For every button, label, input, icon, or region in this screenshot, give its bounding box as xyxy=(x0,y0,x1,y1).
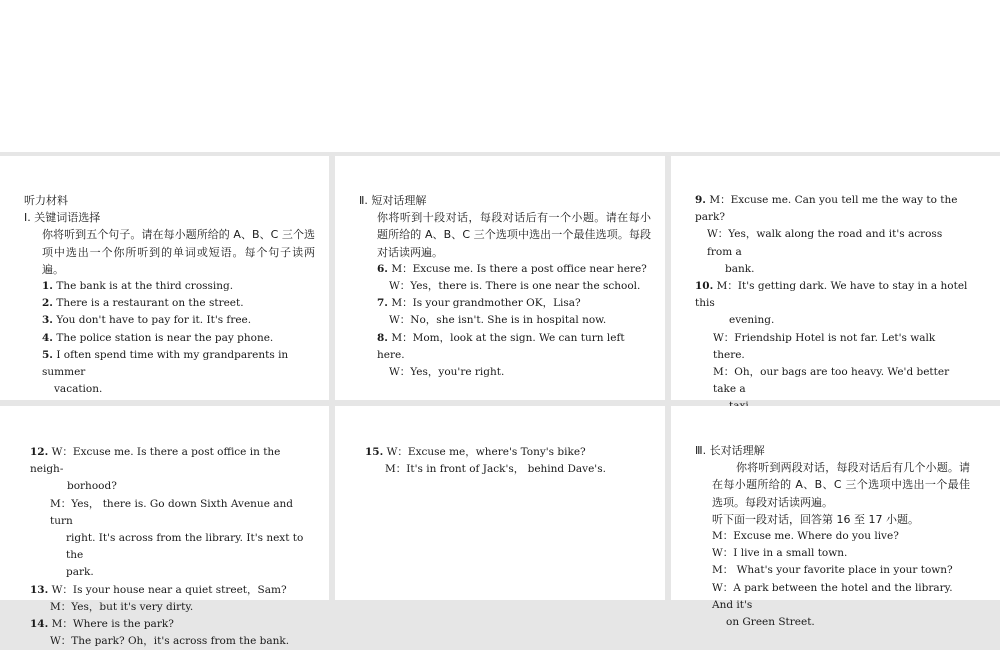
dialogue-line-w: W：No，she isn't. She is in hospital now. xyxy=(389,314,607,327)
section-1-instructions: 你将听到五个句子。请在每小题所给的 A、B、C 三个选项中选出一个你所听到的单词或短语。每个句子读两遍。 xyxy=(42,228,315,276)
dialogue-line: W：Yes，walk along the road and it's across from a xyxy=(707,228,943,258)
listening-material-panel-1 xyxy=(0,156,329,400)
section-1-heading: Ⅰ. 关键词语选择 xyxy=(24,211,101,225)
listening-material-panel-3 xyxy=(671,156,1000,400)
sentence-text: The police station is near the pay phone. xyxy=(56,331,274,344)
dialogue-line: M：Yes，but it's very dirty. xyxy=(50,600,194,613)
dialogue-line: W：Is your house near a quiet street，Sam? xyxy=(51,583,287,596)
sentence-item: 1. The bank is at the third crossing. xyxy=(42,280,234,293)
section-2-instructions: 你将听到十段对话，每段对话后有一个小题。请在每小题所给的 A、B、C 三个选项中选出一个最佳选项。每段对话读两遍。 xyxy=(377,211,651,259)
dialogue-line-block xyxy=(695,580,970,632)
dialogue-item: 14. M：Where is the park? xyxy=(30,618,174,631)
dialogue-item: 12. W：Excuse me. Is there a post office in the neigh- borhood? xyxy=(30,444,305,496)
dialogue-continuation: borhood? xyxy=(67,480,117,493)
dialogue-line: M： What's your favorite place in your town? xyxy=(712,564,953,577)
dialogue-item: 13. W：Is your house near a quiet street，Sam? xyxy=(30,583,287,596)
dialogue-line: W：The park? Oh，it's across from the bank. xyxy=(50,635,290,648)
dialogue-item: 7. M：Is your grandmother OK，Lisa? W：No，she isn't. She is in hospital now. xyxy=(359,295,651,329)
dialogue-line: M：Yes， there is. Go down Sixth Avenue and turn xyxy=(50,497,293,527)
dialogue-line-block xyxy=(695,226,970,278)
dialogue-continuation: on Green Street. xyxy=(726,616,815,629)
dialogue-item: 10. M：It's getting dark. We have to stay in a hotel this evening. xyxy=(695,278,970,330)
section-3-heading: Ⅲ. 长对话理解 xyxy=(695,444,765,457)
dialogue-line: M：Excuse me. Can you tell me the way to the park? xyxy=(695,194,958,224)
blank-header-area xyxy=(0,0,1000,152)
dialogue-line: M：Oh，our bags are too heavy. We'd better take a xyxy=(713,366,950,396)
sentence-continuation: vacation. xyxy=(54,383,103,396)
dialogue-line: W：Friendship Hotel is not far. Let's walk there. xyxy=(713,331,936,361)
section-3-instructions: 你将听到两段对话，每段对话后有几个小题。请在每小题所给的 A、B、C 三个选项中选出一个最佳选项。每段对话读两遍。 xyxy=(712,461,970,509)
dialogue-item: 15. W：Excuse me，where's Tony's bike? xyxy=(365,446,586,458)
sentence-item: 2. There is a restaurant on the street. xyxy=(42,297,244,310)
dialogue-line-w: W：Yes，there is. There is one near the school. xyxy=(389,280,641,293)
sentence-text: I often spend time with my grandparents in summer xyxy=(42,348,289,379)
sub-instruction: 听下面一段对话，回答第 16 至 17 小题。 xyxy=(712,512,919,526)
sentence-item: 5. I often spend time with my grandparents in summer vacation. xyxy=(24,347,315,399)
dialogue-line-block xyxy=(30,496,305,582)
section-2-heading: Ⅱ. 短对话理解 xyxy=(359,194,427,207)
dialogue-line-w: W：Yes，you're right. xyxy=(389,366,505,379)
listening-material-panel-2 xyxy=(335,156,665,400)
dialogue-line: W：A park between the hotel and the library. And it's xyxy=(712,581,953,611)
dialogue-line: M：It's getting dark. We have to stay in a hotel this xyxy=(695,280,968,310)
sentence-text: There is a restaurant on the street. xyxy=(56,297,244,310)
listening-material-panel-6 xyxy=(671,406,1000,629)
dialogue-continuation: right. It's across from the library. It's next to the xyxy=(66,532,304,562)
dialogue-item: 9. M：Excuse me. Can you tell me the way to the park? xyxy=(695,194,958,224)
sentence-item: 4. The police station is near the pay phone. xyxy=(42,331,274,344)
dialogue-continuation: evening. xyxy=(729,314,775,327)
dialogue-item: 8. M：Mom，look at the sign. We can turn left here. W：Yes，you're right. xyxy=(359,330,651,382)
dialogue-continuation: park. xyxy=(66,566,94,579)
material-title: 听力材料 xyxy=(24,194,68,207)
dialogue-line: M：Where is the park? xyxy=(51,618,174,631)
dialogue-line: W：I live in a small town. xyxy=(712,547,848,560)
sentence-text: You don't have to pay for it. It's free. xyxy=(56,314,252,327)
dialogue-line-m: M：Excuse me. Is there a post office near here? xyxy=(391,262,647,275)
dialogue-continuation: bank. xyxy=(725,262,755,275)
listening-material-panel-5 xyxy=(335,406,665,600)
dialogue-line: M：Excuse me. Where do you live? xyxy=(712,530,899,543)
sentence-text: The bank is at the third crossing. xyxy=(56,280,234,293)
dialogue-item: 6. M：Excuse me. Is there a post office near here? W：Yes，there is. There is one near the school. xyxy=(359,261,651,295)
dialogue-line-w: W：Excuse me，where's Tony's bike? xyxy=(386,446,586,458)
dialogue-line-m: M：Is your grandmother OK，Lisa? xyxy=(391,297,581,310)
dialogue-line-m: M：Mom，look at the sign. We can turn left here. xyxy=(377,331,625,361)
sentence-item: 3. You don't have to pay for it. It's free. xyxy=(42,314,252,327)
dialogue-line-m: M：It's in front of Jack's， behind Dave's. xyxy=(385,463,606,476)
dialogue-line: W：Excuse me. Is there a post office in the neigh- xyxy=(30,446,281,476)
listening-material-panel-4 xyxy=(0,406,329,648)
